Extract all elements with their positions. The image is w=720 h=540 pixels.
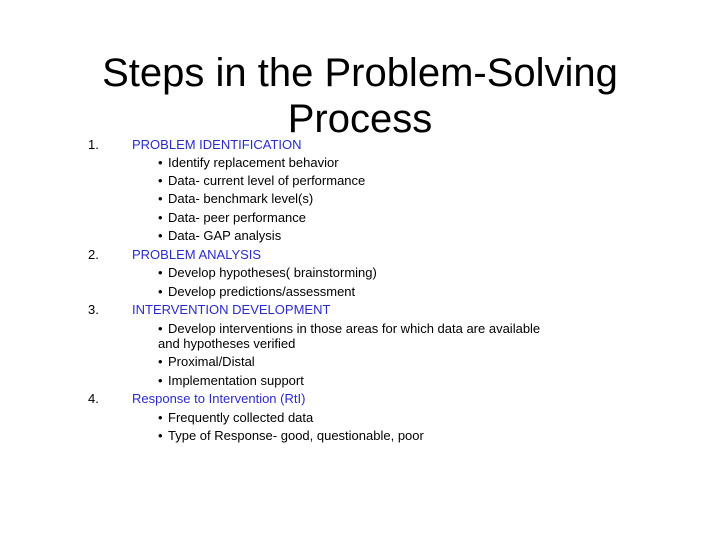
step-bullet-text: Data- GAP analysis	[168, 228, 282, 243]
bullet-glyph: •	[158, 321, 163, 336]
step-bullet	[158, 190, 313, 208]
step-number: 1.	[88, 137, 99, 152]
step-bullet-text: Data- current level of performance	[168, 173, 366, 188]
step-bullet-text: Implementation support	[168, 373, 304, 388]
slide-title-line-1: Steps in the Problem-Solving	[102, 51, 618, 95]
step-bullet-continuation: and hypotheses verified	[158, 336, 296, 351]
step-heading: INTERVENTION DEVELOPMENT	[132, 302, 331, 317]
slide-title-line-2: Process	[287, 97, 433, 141]
step-bullet-text: Proximal/Distal	[168, 354, 255, 369]
bullet-glyph: •	[158, 191, 163, 206]
step-bullet-text: Identify replacement behavior	[168, 155, 339, 170]
step-bullet	[158, 154, 339, 172]
step-heading: Response to Intervention (RtI)	[132, 391, 306, 406]
bullet-glyph: •	[158, 373, 163, 388]
step-heading: PROBLEM IDENTIFICATION	[132, 137, 302, 152]
bullet-glyph: •	[158, 155, 163, 170]
step-bullet	[158, 209, 306, 227]
step-bullet	[158, 372, 304, 390]
bullet-glyph: •	[158, 410, 163, 425]
bullet-glyph: •	[158, 210, 163, 225]
step-bullet-text: Develop predictions/assessment	[168, 284, 356, 299]
step-bullet	[158, 409, 313, 427]
step-bullet	[158, 427, 424, 445]
step-bullet	[158, 353, 255, 371]
step-number: 3.	[88, 302, 99, 317]
step-bullet	[158, 227, 281, 245]
bullet-glyph: •	[158, 173, 163, 188]
step-bullet-text: Data- benchmark level(s)	[168, 191, 314, 206]
step-bullet-text: Develop hypotheses( brainstorming)	[168, 265, 377, 280]
step-number: 4.	[88, 391, 99, 406]
bullet-glyph: •	[158, 428, 163, 443]
step-bullet-text: Data- peer performance	[168, 210, 307, 225]
step-bullet	[158, 264, 377, 282]
step-number: 2.	[88, 247, 99, 262]
bullet-glyph: •	[158, 354, 163, 369]
bullet-glyph: •	[158, 228, 163, 243]
step-bullet-text: Frequently collected data	[168, 410, 314, 425]
step-bullet	[158, 283, 355, 301]
step-heading: PROBLEM ANALYSIS	[132, 247, 262, 262]
step-bullet-text: Develop interventions in those areas for which data are available	[168, 321, 541, 336]
bullet-glyph: •	[158, 284, 163, 299]
step-bullet	[158, 172, 365, 190]
step-bullet-text: Type of Response- good, questionable, poor	[168, 428, 424, 443]
bullet-glyph: •	[158, 265, 163, 280]
